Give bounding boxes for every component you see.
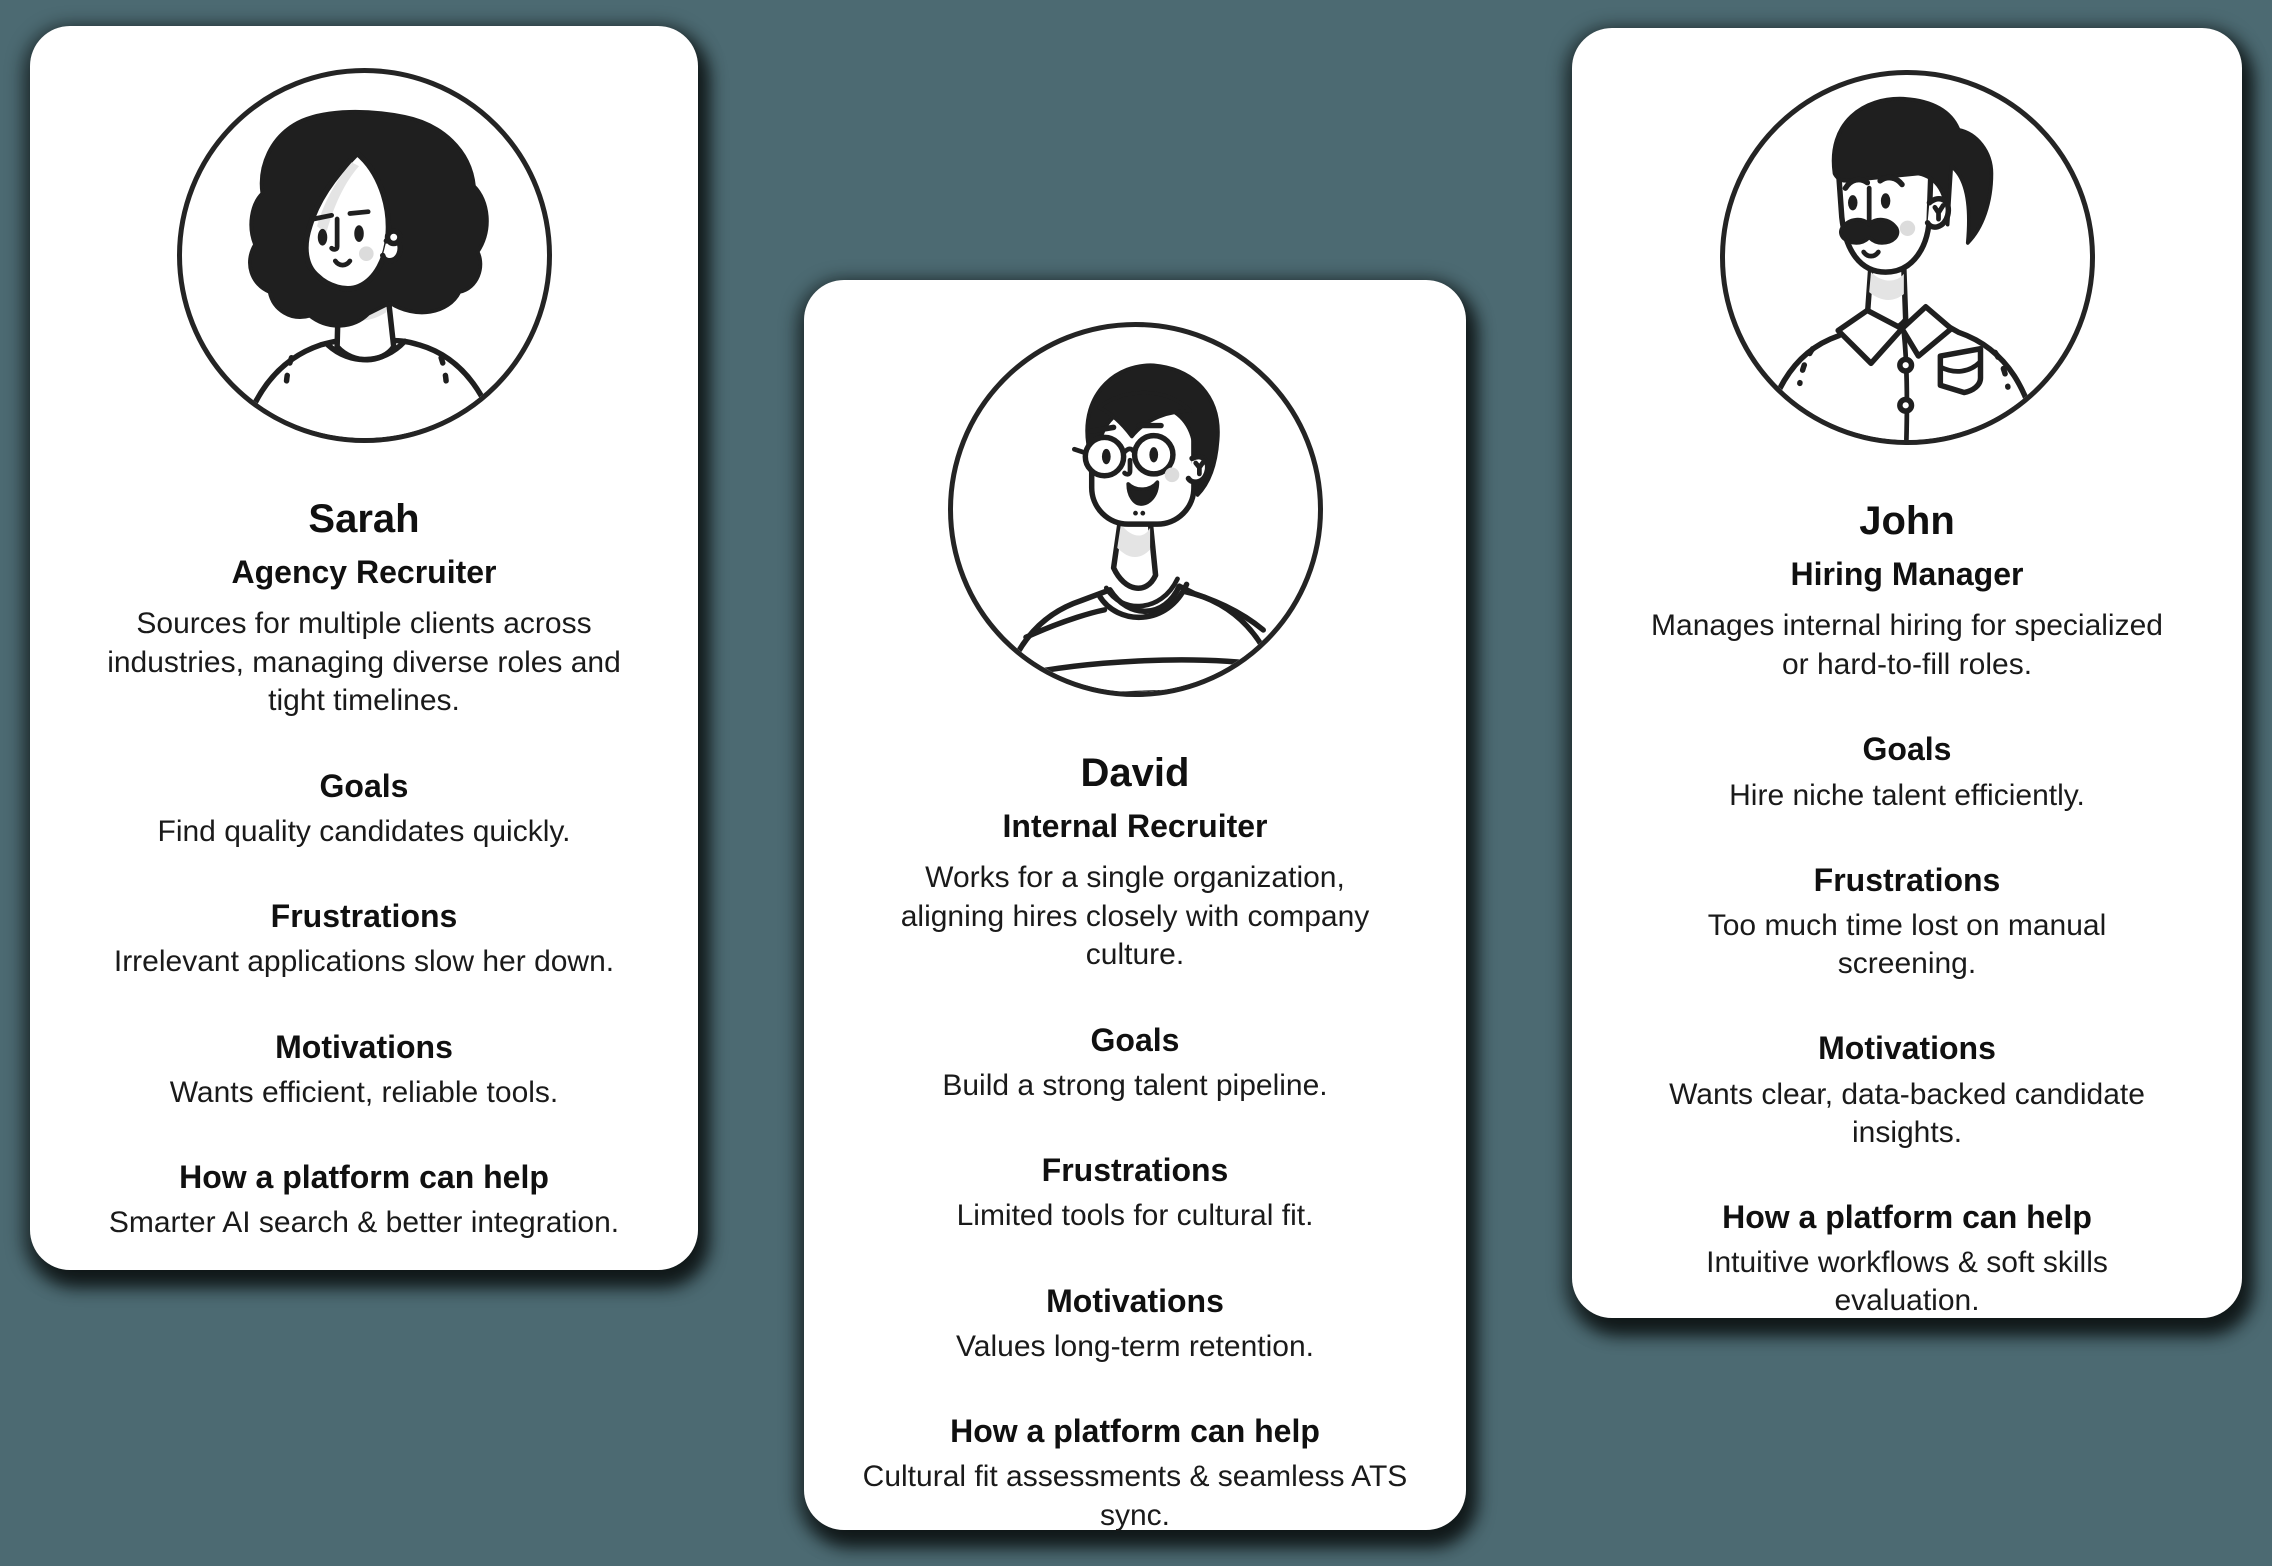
section-motivations bbox=[170, 1028, 559, 1112]
section-text: Too much time lost on manual screening. bbox=[1707, 909, 2107, 981]
section-text: Irrelevant applications slow her down. bbox=[113, 945, 615, 979]
section-title: Motivations bbox=[1818, 1030, 1996, 1067]
section-frustrations bbox=[1647, 861, 2167, 984]
persona-description: Manages internal hiring for specialized or hard-to-fill roles. bbox=[1651, 609, 2163, 681]
section-frustrations bbox=[957, 1151, 1314, 1235]
section-title: Frustrations bbox=[270, 898, 458, 935]
section-text: Find quality candidates quickly. bbox=[157, 814, 571, 848]
persona-role: Agency Recruiter bbox=[231, 554, 497, 590]
man-mustache-collared-shirt-avatar-icon bbox=[1725, 75, 2090, 440]
section-title: Goals bbox=[319, 767, 409, 804]
section-text: Limited tools for cultural fit. bbox=[956, 1199, 1314, 1233]
section-text: Wants efficient, reliable tools. bbox=[169, 1075, 559, 1109]
man-round-glasses-striped-shirt-avatar-icon bbox=[953, 327, 1318, 692]
section-text: Values long-term retention. bbox=[956, 1329, 1314, 1363]
section-goals bbox=[942, 1021, 1327, 1105]
persona-role: Hiring Manager bbox=[1790, 556, 2024, 592]
persona-role: Internal Recruiter bbox=[1002, 808, 1268, 844]
david-avatar bbox=[948, 322, 1323, 697]
section-goals bbox=[1729, 730, 2085, 814]
woman-short-dark-hair-avatar-icon bbox=[182, 73, 547, 438]
section-platform-help bbox=[863, 1412, 1408, 1535]
persona-card-john bbox=[1572, 28, 2242, 1318]
persona-name: David bbox=[1080, 751, 1190, 795]
persona-description: Sources for multiple clients across industries, managing diverse roles and tight timelines. bbox=[107, 607, 621, 718]
section-title: Motivations bbox=[1046, 1282, 1224, 1319]
section-title: Motivations bbox=[275, 1028, 453, 1065]
section-frustrations bbox=[114, 897, 614, 981]
john-avatar bbox=[1720, 70, 2095, 445]
section-text: Wants clear, data-backed candidate insights. bbox=[1669, 1077, 2145, 1149]
section-text: Cultural fit assessments & seamless ATS sync. bbox=[862, 1460, 1408, 1532]
section-title: How a platform can help bbox=[179, 1159, 549, 1196]
section-title: How a platform can help bbox=[1722, 1198, 2092, 1235]
persona-description: Works for a single organization, aligning hires closely with company culture. bbox=[900, 861, 1370, 972]
section-title: Goals bbox=[1090, 1021, 1180, 1058]
persona-card-sarah bbox=[30, 26, 698, 1270]
section-text: Intuitive workflows & soft skills evaluation. bbox=[1706, 1246, 2108, 1318]
persona-name: Sarah bbox=[308, 497, 420, 541]
section-text: Build a strong talent pipeline. bbox=[942, 1068, 1328, 1102]
section-goals bbox=[158, 767, 571, 851]
section-platform-help bbox=[109, 1158, 619, 1242]
section-title: How a platform can help bbox=[950, 1413, 1320, 1450]
section-text: Smarter AI search & better integration. bbox=[108, 1206, 620, 1240]
section-title: Goals bbox=[1862, 731, 1952, 768]
section-title: Frustrations bbox=[1041, 1152, 1229, 1189]
section-motivations bbox=[956, 1282, 1314, 1366]
persona-name: John bbox=[1859, 499, 1955, 543]
section-platform-help bbox=[1647, 1198, 2167, 1321]
section-title: Frustrations bbox=[1813, 861, 2001, 898]
section-text: Hire niche talent efficiently. bbox=[1729, 778, 2085, 812]
section-motivations bbox=[1647, 1029, 2167, 1152]
persona-card-david bbox=[804, 280, 1466, 1530]
sarah-avatar bbox=[177, 68, 552, 443]
